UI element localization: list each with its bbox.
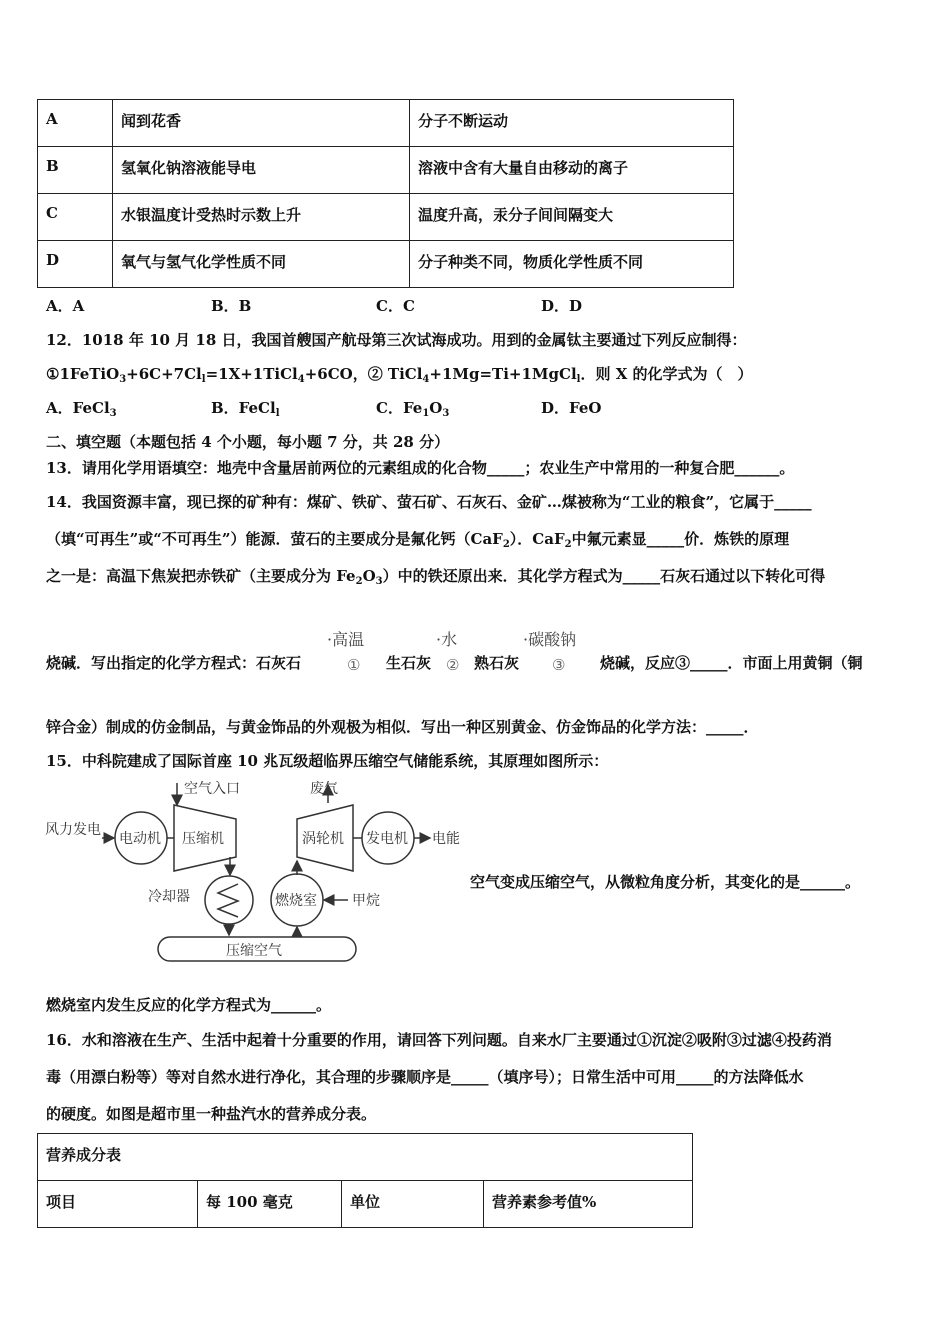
table-row (38, 241, 734, 288)
wind-power-label: 风力发电 (45, 822, 101, 838)
q16-line3: 的硬度。如图是超市里一种盐汽水的营养成分表。 (46, 1105, 377, 1123)
chain-substance: 熟石灰 (474, 654, 520, 672)
chain-substance: 生石灰 (386, 654, 432, 672)
row-label: A (38, 100, 113, 147)
q14-line2: （填“可再生”或“不可再生”）能源．萤石的主要成分是氟化钙（CaF$_2$）．CaF$_2$中氟元素显_____价．炼铁的原理 (46, 530, 790, 550)
section-title: 二、填空题（本题包括 4 个小题，每小题 7 分，共 28 分） (46, 433, 450, 451)
q15-side-text: 空气变成压缩空气，从微粒角度分析，其变化的是______。 (470, 873, 861, 891)
compressed-air-label: 压缩空气 (226, 943, 282, 959)
q14-line1: 14．我国资源丰富，现已探的矿种有：煤矿、铁矿、萤石矿、石灰石、金矿…煤被称为“工业的粮食”，它属于_____ (46, 493, 812, 511)
q14-line3: 之一是：高温下焦炭把赤铁矿（主要成分为 $Fe_2O_3$）中的铁还原出来．其化学方程式为_____石灰石通过以下转化可得 (46, 567, 826, 587)
methane-label: 甲烷 (352, 893, 380, 909)
cooler-circle (205, 876, 253, 924)
column-header: 单位 (342, 1181, 484, 1228)
table-row (38, 147, 734, 194)
phenomenon-cell: 水银温度计受热时示数上升 (113, 194, 410, 241)
q13-text: 13．请用化学用语填空：地壳中含量居前两位的元素组成的化合物_____；农业生产中常用的一种复合肥______。 (46, 459, 795, 477)
q14-line5: 锌合金）制成的仿金制品，与黄金饰品的外观极为相似．写出一种区别黄金、仿金饰品的化学方法：_____． (46, 718, 759, 736)
table-title: 营养成分表 (38, 1134, 693, 1181)
column-header: 每 100 毫克 (198, 1181, 342, 1228)
row-label: D (38, 241, 113, 288)
q15-after-text: 燃烧室内发生反应的化学方程式为______。 (46, 996, 332, 1014)
electricity-label: 电能 (432, 831, 460, 847)
reaction-number: ③ (552, 656, 566, 674)
phenomenon-cell: 氧气与氢气化学性质不同 (113, 241, 410, 288)
q14-chain-end: 烧碱，反应③_____．市面上用黄铜（铜 (600, 654, 863, 672)
explanation-table (37, 99, 734, 288)
q16-line2: 毒（用漂白粉等）等对自然水进行净化，其合理的步骤顺序是_____（填序号）；日常生活中可用_____的方法降低水 (46, 1068, 804, 1086)
nutrition-table (37, 1133, 693, 1228)
compressor-label: 压缩机 (182, 831, 224, 847)
column-header: 营养素参考值% (484, 1181, 693, 1228)
q11-option-b: B．B (211, 297, 252, 315)
table-row (38, 1181, 693, 1228)
q16-line1: 16．水和溶液在生产、生活中起着十分重要的作用，请回答下列问题。自来水厂主要通过①沉淀②吸附③过滤④投药消 (46, 1031, 832, 1049)
cooler-label: 冷却器 (148, 889, 190, 905)
motor-label: 电动机 (119, 831, 161, 847)
q11-option-a: A．A (46, 297, 85, 315)
reaction-number: ① (347, 656, 361, 674)
table-row (38, 100, 734, 147)
turbine-label: 涡轮机 (302, 831, 344, 847)
explanation-cell: 分子不断运动 (410, 100, 734, 147)
phenomenon-cell: 闻到花香 (113, 100, 410, 147)
exhaust-label: 废气 (310, 781, 338, 797)
q12-option-d: D．FeO (541, 399, 602, 417)
explanation-cell: 分子种类不同，物质化学性质不同 (410, 241, 734, 288)
combustion-label: 燃烧室 (275, 893, 317, 909)
generator-label: 发电机 (366, 831, 408, 847)
air-inlet-label: 空气入口 (184, 781, 240, 797)
energy-storage-diagram (40, 775, 470, 967)
condition-label: ·碳酸钠 (523, 630, 577, 649)
q12-equations: $①1FeTiO_3+6C+7Cl_l=1X+1TiCl_4+6CO$，② TiCl$_4$+1Mg=Ti+1MgCl$_l$．则 X 的化学式为（ ） (46, 365, 753, 385)
phenomenon-cell: 氢氧化钠溶液能导电 (113, 147, 410, 194)
condition-label: ·水 (436, 630, 458, 649)
q12-option-b: B．FeCl$_l$ (211, 399, 280, 419)
column-header: 项目 (38, 1181, 198, 1228)
table-row (38, 1134, 693, 1181)
q12-option-a: A．FeCl$_3$ (46, 399, 117, 419)
condition-label: ·高温 (327, 630, 365, 649)
explanation-cell: 溶液中含有大量自由移动的离子 (410, 147, 734, 194)
explanation-cell: 温度升高，汞分子间间隔变大 (410, 194, 734, 241)
row-label: B (38, 147, 113, 194)
q12-option-c: C．$Fe_1O_3$ (376, 399, 450, 419)
q12-stem: 12．1018 年 10 月 18 日，我国首艘国产航母第三次试海成功。用到的金属钛主要通过下列反应制得： (46, 331, 747, 349)
q14-chain-intro: 烧碱．写出指定的化学方程式：石灰石 (46, 654, 302, 672)
reaction-number: ② (446, 656, 460, 674)
table-row (38, 194, 734, 241)
q15-stem: 15．中科院建成了国际首座 10 兆瓦级超临界压缩空气储能系统，其原理如图所示： (46, 752, 609, 770)
q11-option-c: C．C (376, 297, 415, 315)
q11-option-d: D．D (541, 297, 583, 315)
row-label: C (38, 194, 113, 241)
